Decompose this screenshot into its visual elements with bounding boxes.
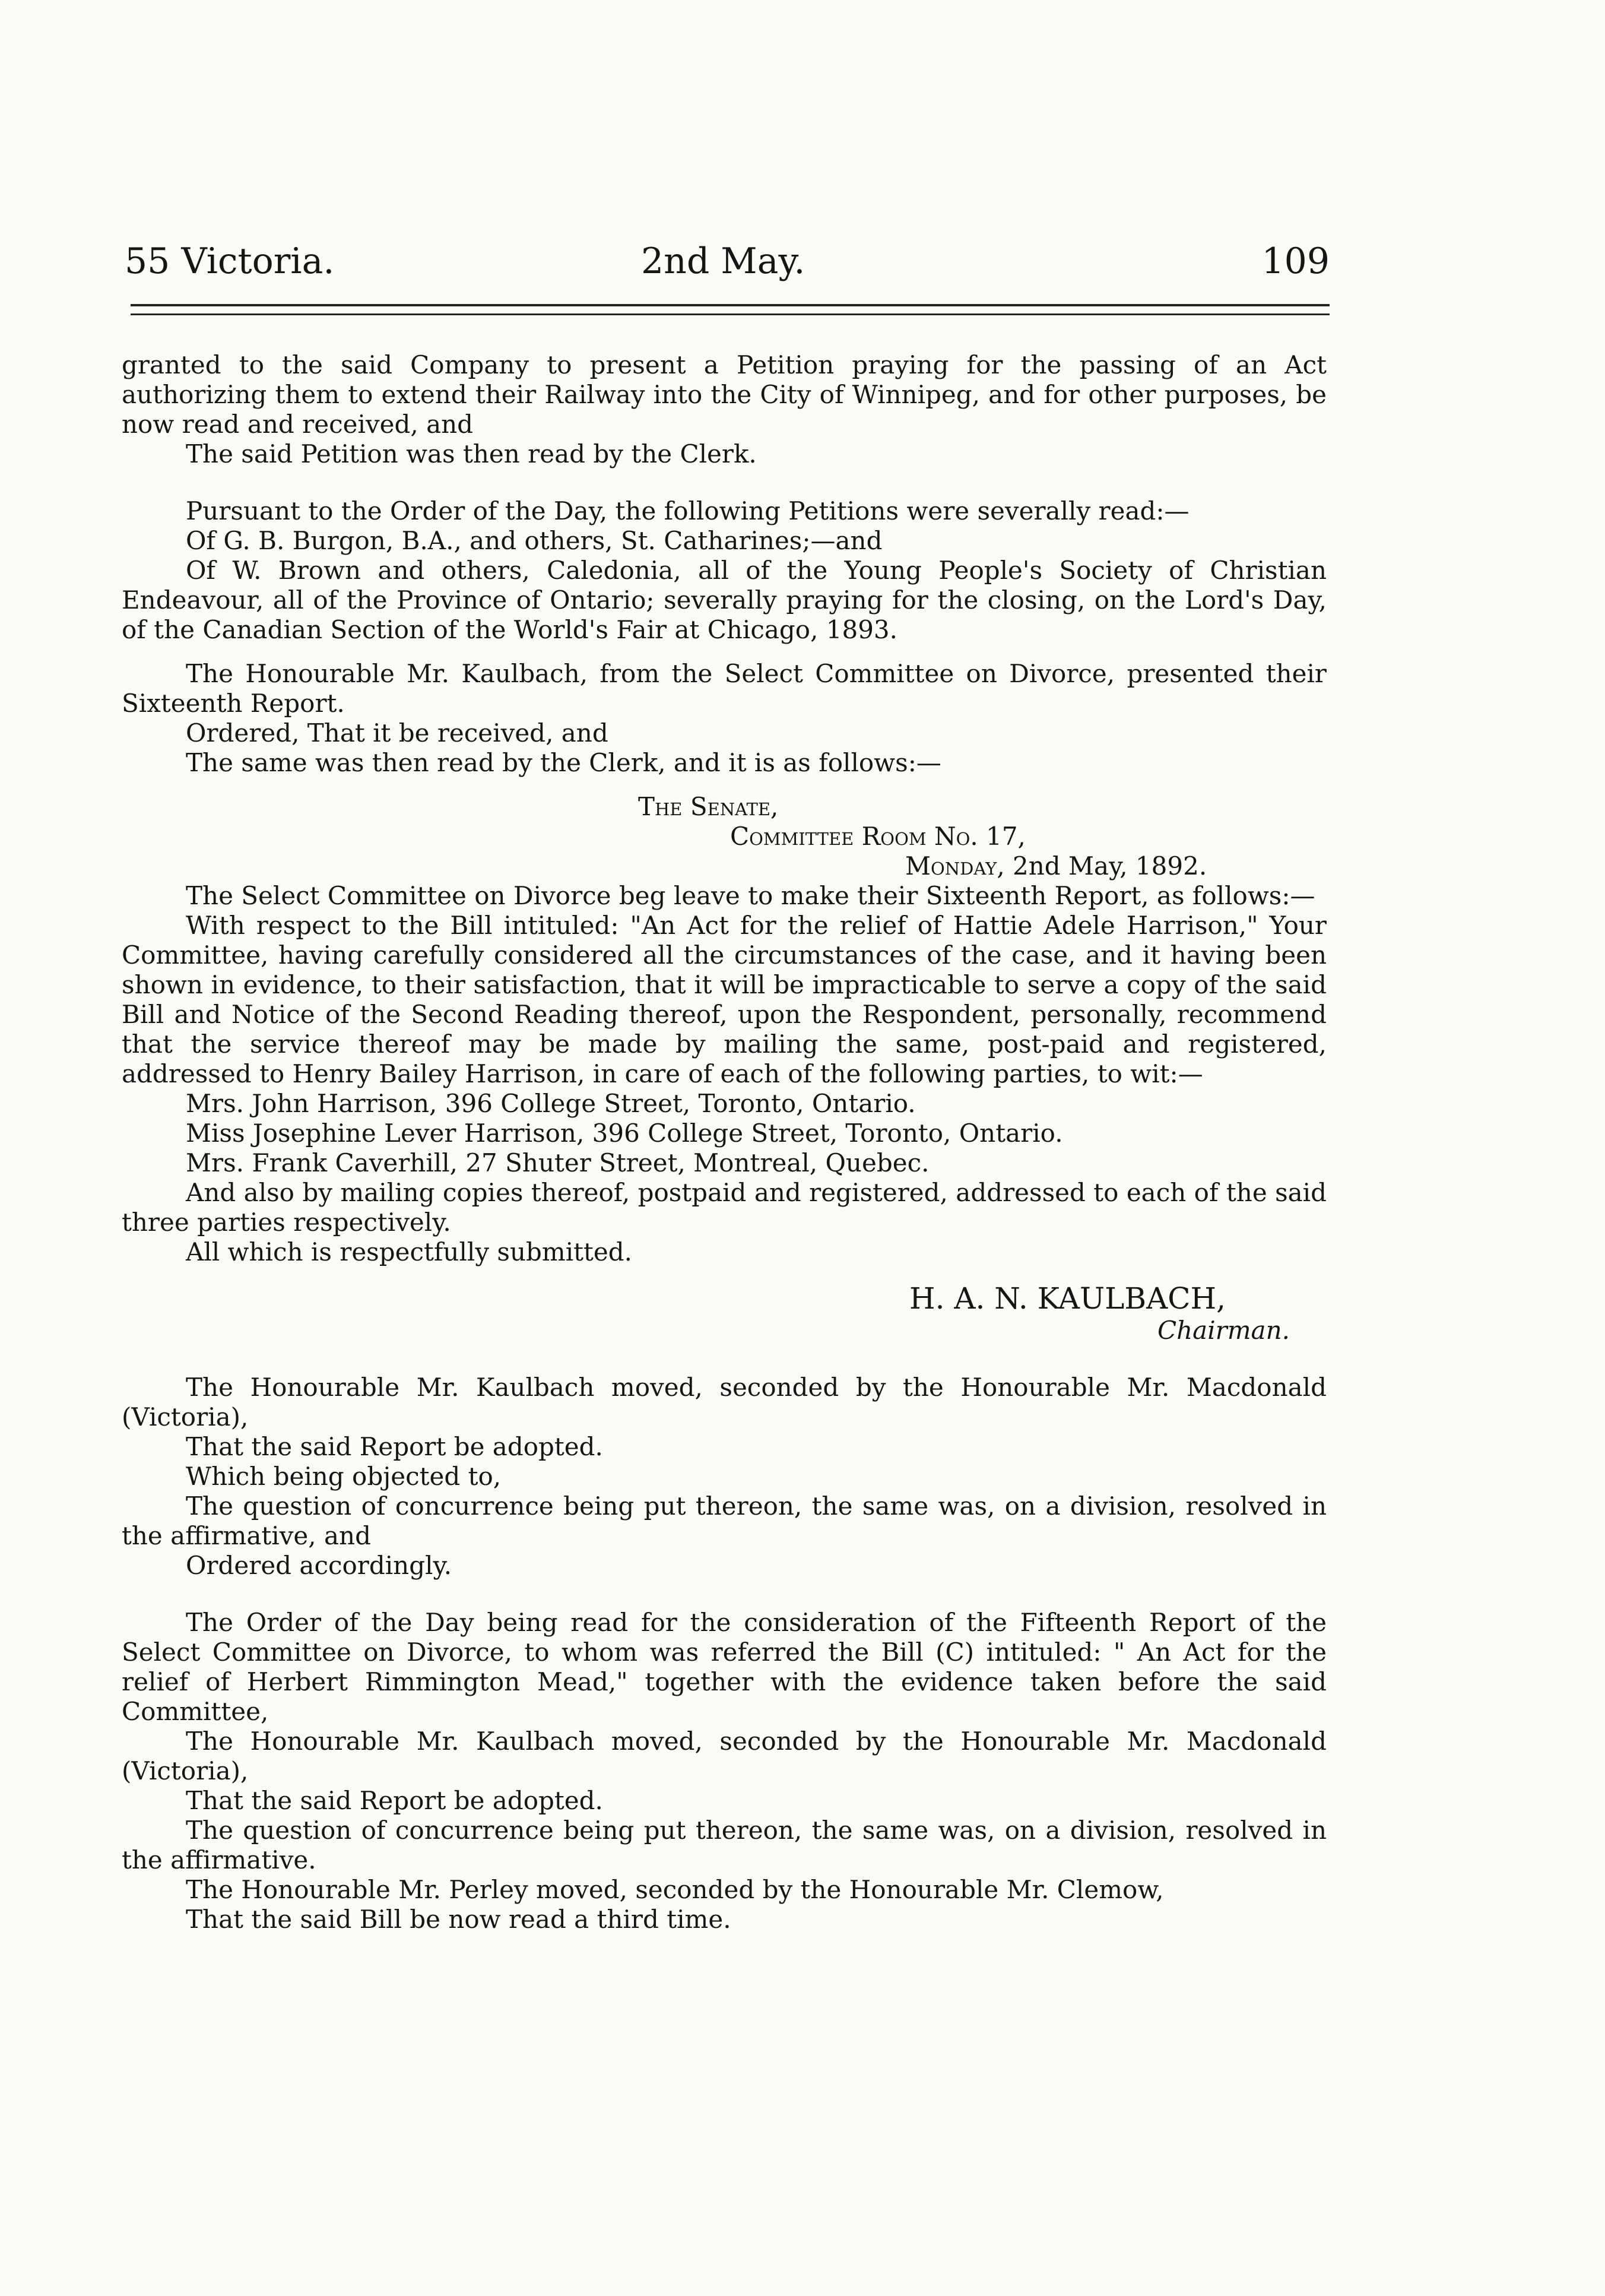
paragraph: The said Petition was then read by the Clerk. xyxy=(186,439,757,468)
paragraph: granted to the said Company to present a Petition praying for the passing of an Act authorizing them to extend their Railway into the City of Winnipeg, and for other purposes, be now read and received, and xyxy=(122,350,1327,439)
paragraph: And also by mailing copies thereof, postpaid and registered, addressed to each of the said three parties respectively. xyxy=(122,1178,1327,1237)
paragraph: Miss Josephine Lever Harrison, 396 College Street, Toronto, Ontario. xyxy=(186,1119,1063,1148)
paragraph: The Honourable Mr. Kaulbach moved, seconded by the Honourable Mr. Macdonald (Victoria), xyxy=(122,1727,1327,1785)
paragraph: The question of concurrence being put thereon, the same was, on a division, resolved in the affirmative, and xyxy=(122,1491,1327,1550)
section-report-intro xyxy=(122,659,1327,778)
heading-date xyxy=(122,851,1327,881)
header-session: 55 Victoria. xyxy=(125,240,335,282)
paragraph: The Honourable Mr. Kaulbach, from the Select Committee on Divorce, presented their Sixteenth Report. xyxy=(122,659,1327,718)
paragraph: Of G. B. Burgon, B.A., and others, St. Catharines;—and xyxy=(186,526,883,555)
heading-date-text: 2nd May, 1892. xyxy=(1013,851,1207,881)
heading-day: Monday, xyxy=(905,851,1005,881)
paragraph: The Select Committee on Divorce beg leave to make their Sixteenth Report, as follows:— xyxy=(186,881,1315,910)
paragraph: The same was then read by the Clerk, and it is as follows:— xyxy=(186,748,941,777)
heading-senate: The Senate, xyxy=(638,792,779,821)
report-heading xyxy=(122,792,1327,881)
paragraph: The Order of the Day being read for the consideration of the Fifteenth Report of the Select Committee on Divorce, to whom was referred the Bill (C) intituled: " An Act for the relief of Herbert Rimmington Mead," together with the evidence taken before the said Committee, xyxy=(122,1608,1327,1726)
paragraph: Pursuant to the Order of the Day, the following Petitions were severally read:— xyxy=(186,496,1190,525)
section-report-body xyxy=(122,881,1327,1267)
paragraph: Which being objected to, xyxy=(186,1462,502,1491)
paragraph: The Honourable Mr. Kaulbach moved, seconded by the Honourable Mr. Macdonald (Victoria), xyxy=(122,1373,1327,1432)
paragraph: All which is respectfully submitted. xyxy=(186,1237,633,1266)
paragraph: That the said Report be adopted. xyxy=(186,1432,603,1461)
header-rule-thin xyxy=(131,313,1330,315)
section-petition-read xyxy=(122,350,1327,469)
page-body xyxy=(122,350,1327,1934)
paragraph: Of W. Brown and others, Caledonia, all of the Young People's Society of Christian Endeavour, all of the Province of Ontario; severally praying for the closing, on the Lord's Day, of the Canadian Section of the World's Fair at Chicago, 1893. xyxy=(122,556,1327,644)
running-header xyxy=(125,237,1330,285)
section-motion-fifteenth-report xyxy=(122,1608,1327,1934)
signature-title: Chairman. xyxy=(1157,1316,1290,1345)
paragraph: Mrs. John Harrison, 396 College Street, Toronto, Ontario. xyxy=(186,1089,916,1118)
header-date: 2nd May. xyxy=(641,240,805,282)
paragraph: The question of concurrence being put thereon, the same was, on a division, resolved in the affirmative. xyxy=(122,1816,1327,1874)
section-motion-adopt-sixteenth xyxy=(122,1373,1327,1581)
paragraph: Ordered, That it be received, and xyxy=(186,718,608,748)
heading-committee-room: Committee Room No. 17, xyxy=(730,822,1026,851)
paragraph: Mrs. Frank Caverhill, 27 Shuter Street, Montreal, Quebec. xyxy=(186,1148,930,1177)
paragraph: With respect to the Bill intituled: "An Act for the relief of Hattie Adele Harrison," Your Committee, having carefully considered all the circumstances of the case, and it having been shown in evidence, to their satisfaction, that it will be impracticable to serve a copy of the said Bill and Notice of the Second Reading thereof, upon the Respondent, personally, recommend that the service thereof may be made by mailing the same, post-paid and registered, addressed to Henry Bailey Harrison, in care of each of the following parties, to wit:— xyxy=(122,911,1327,1088)
paragraph: Ordered accordingly. xyxy=(186,1551,452,1580)
section-petitions xyxy=(122,496,1327,645)
signature-block xyxy=(122,1281,1327,1345)
paragraph: That the said Bill be now read a third time. xyxy=(186,1905,731,1934)
signature-name: H. A. N. KAULBACH, xyxy=(909,1281,1226,1316)
paragraph: The Honourable Mr. Perley moved, seconded by the Honourable Mr. Clemow, xyxy=(186,1875,1164,1904)
page-number: 109 xyxy=(1261,240,1330,282)
header-rule-thick xyxy=(131,304,1330,306)
paragraph: That the said Report be adopted. xyxy=(186,1786,603,1815)
